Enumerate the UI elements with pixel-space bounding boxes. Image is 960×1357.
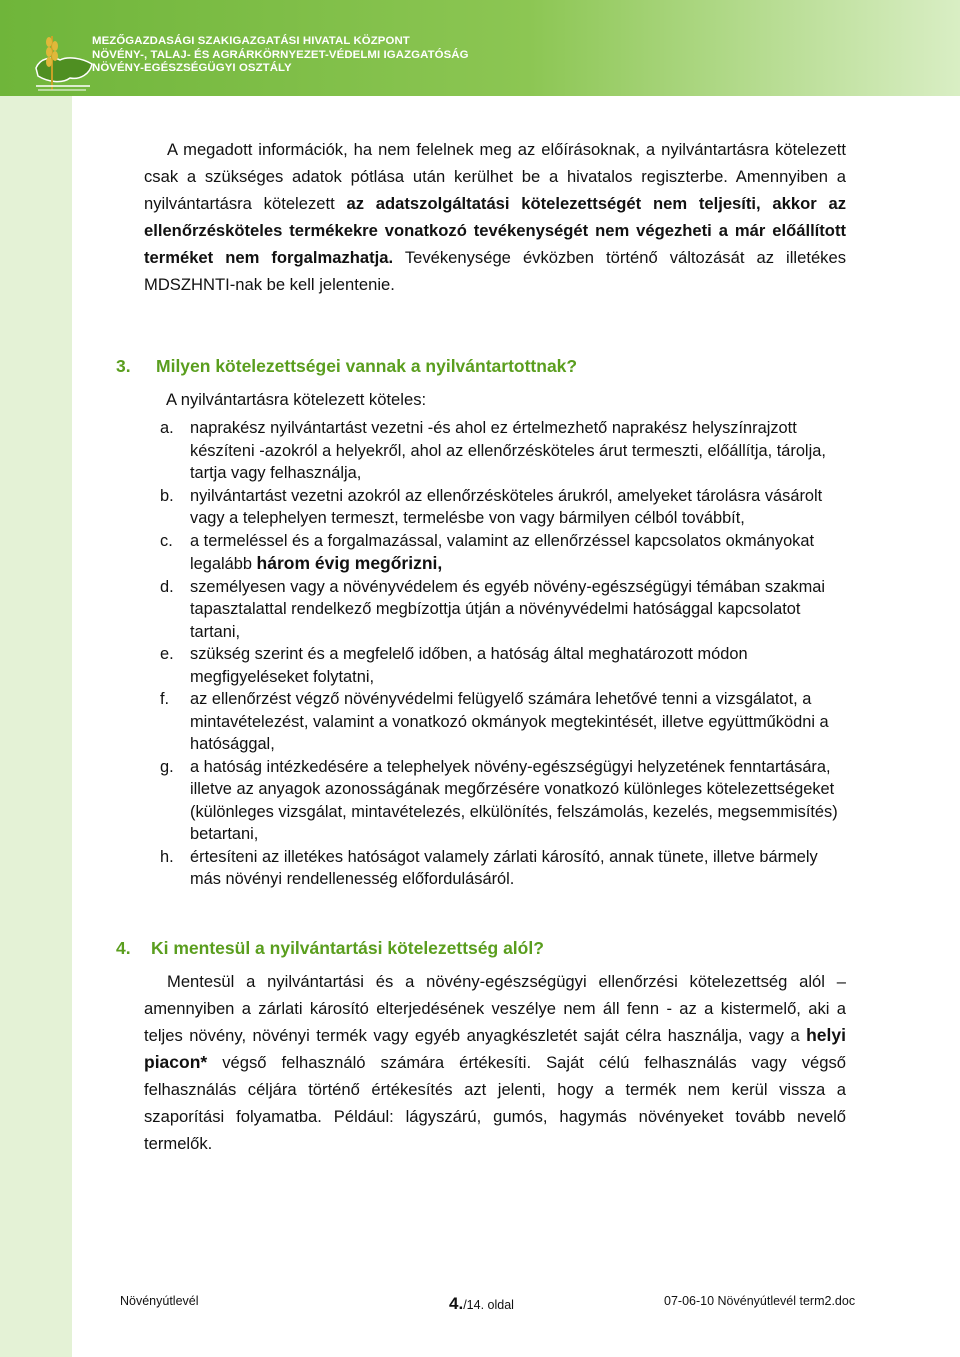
list-item-text: értesíteni az illetékes hatóságot valamely zárlati károsító, annak tünete, illetve bármely más növényi rendellenesség előfordulásáról. bbox=[190, 847, 818, 888]
page-header bbox=[30, 28, 469, 98]
list-item-letter: a. bbox=[160, 419, 174, 437]
list-item bbox=[160, 576, 850, 644]
footer-left: Növényútlevél bbox=[120, 1294, 199, 1308]
list-item bbox=[160, 756, 850, 846]
list-item-letter: c. bbox=[160, 531, 173, 550]
list-item-bold: három évig megőrizni, bbox=[256, 553, 443, 573]
list-item bbox=[160, 688, 850, 756]
list-item-letter: h. bbox=[160, 847, 174, 866]
list-item bbox=[160, 417, 850, 485]
list-item-letter: f. bbox=[160, 690, 170, 708]
intro-bold-text: az adatszolgáltatási kötelezettségét nem teljesíti, akkor az ellenőrzésköteles termékekre vonatkozó tevékenységét nem végezheti a már előállított terméket nem forgalmazhatja. bbox=[144, 194, 847, 267]
footer-page-number: 4./14. oldal bbox=[449, 1294, 514, 1313]
organization-name bbox=[92, 35, 469, 76]
list-item bbox=[160, 530, 850, 576]
org-line-3: NÖVÉNY-EGÉSZSÉGÜGYI OSZTÁLY bbox=[92, 62, 292, 74]
section-4-paragraph: Mentesül a nyilvántartási és a növény-egészségügyi ellenőrzési kötelezettség alól – amennyiben a zárlati károsító elterjedésének veszélye nem áll fenn - az a kistermelő, aki a teljes növény, növényi termék vagy egyéb anyagkészletét saját célra használja, vagy a helyi piacon* végső felhasználó számára értékesíti. Saját célú felhasználás vagy végső felhasználás céljára történő értékesítés azt jelenti, hogy a termék nem kerül vissza a szaporítási folyamatba. Például: lágyszárú, gumós, hagymás növényeket tovább nevelő termelők. bbox=[144, 972, 846, 1153]
wheat-hungary-map-logo-icon bbox=[30, 28, 100, 98]
section-4-heading: 4. Ki mentesül a nyilvántartási kötelezettség alól? bbox=[116, 938, 544, 958]
list-item-text: az ellenőrzést végző növényvédelmi felügyelő számára lehetővé tenni a vizsgálatot, a mintavételezést, valamint a vonatkozó okmányok megtekintését, illetve együttműködni a hatósággal, bbox=[190, 690, 829, 753]
section-3-intro: A nyilvántartásra kötelezett köteles: bbox=[166, 390, 427, 409]
section-3-heading: 3. Milyen kötelezettségei vannak a nyilvántartottnak? bbox=[116, 356, 578, 376]
list-item-text: nyilvántartást vezetni azokról az ellenőrzésköteles árukról, amelyeket tárolásra vásárolt vagy a telephelyen termeszt, termelésbe von vagy bármilyen célból továbbít, bbox=[190, 486, 823, 527]
list-item bbox=[160, 846, 850, 891]
list-item-letter: e. bbox=[160, 645, 174, 663]
list-item-letter: g. bbox=[160, 757, 174, 776]
list-item-text: naprakész nyilvántartást vezetni -és ahol ez értelmezhető naprakész helyszínrajzott készíteni -azokról a helyekről, ahol az ellenőrzésköteles árut termeszti, előállítja, tárolja, tartja vagy felhasználja, bbox=[190, 419, 826, 482]
intro-paragraph: A megadott információk, ha nem felelnek meg az előírásoknak, a nyilvántartásra kötelezett csak a szükséges adatok pótlása után kerülhet be a hivatalos regiszterbe. Amennyiben a nyilvántartásra kötelezett az adatszolgáltatási kötelezettségét nem teljesíti, akkor az ellenőrzésköteles termékekre vonatkozó tevékenységét nem végezheti a már előállított terméket nem forgalmazhatja. Tevékenysége évközben történő változását az illetékes MDSZHNTI-nak be kell jelentenie. bbox=[144, 140, 847, 294]
list-item-text: a termeléssel és a forgalmazással, valamint az ellenőrzéssel kapcsolatos okmányokat legalább bbox=[190, 531, 815, 573]
list-item bbox=[160, 643, 850, 688]
obligations-list bbox=[160, 417, 850, 891]
org-line-1: MEZŐGAZDASÁGI SZAKIGAZGATÁSI HIVATAL KÖZPONT bbox=[92, 35, 410, 47]
intro-section bbox=[144, 136, 846, 298]
list-item-text: szükség szerint és a megfelelő időben, a hatóság által meghatározott módon megfigyeléseket folytatni, bbox=[190, 645, 748, 686]
org-line-2: NÖVÉNY-, TALAJ- ÉS AGRÁRKÖRNYEZET-VÉDELMI IGAZGATÓSÁG bbox=[92, 48, 469, 61]
footer-right: 07-06-10 Növényútlevél term2.doc bbox=[664, 1294, 856, 1308]
list-item-letter: b. bbox=[160, 486, 174, 505]
list-item-text: személyesen vagy a növényvédelem és egyéb növény-egészségügyi témában szakmai tapasztalattal rendelkező megbízottja útján a növényvédelmi hatósággal kapcsolatot tartani, bbox=[190, 577, 826, 641]
list-item bbox=[160, 485, 850, 530]
list-item-text: a hatóság intézkedésére a telephelyek növény-egészségügyi helyzetének fenntartására, illetve az anyagok azonosságának megőrzésére vonatkozó különleges kötelezettségeket (különleges vizsgálat, mintavételezés, elkülönítés, felszámolás, kezelés, megsemmisítés) betartani, bbox=[190, 757, 838, 843]
list-item-letter: d. bbox=[160, 577, 174, 596]
local-market-bold: helyi piacon* bbox=[144, 1025, 846, 1072]
